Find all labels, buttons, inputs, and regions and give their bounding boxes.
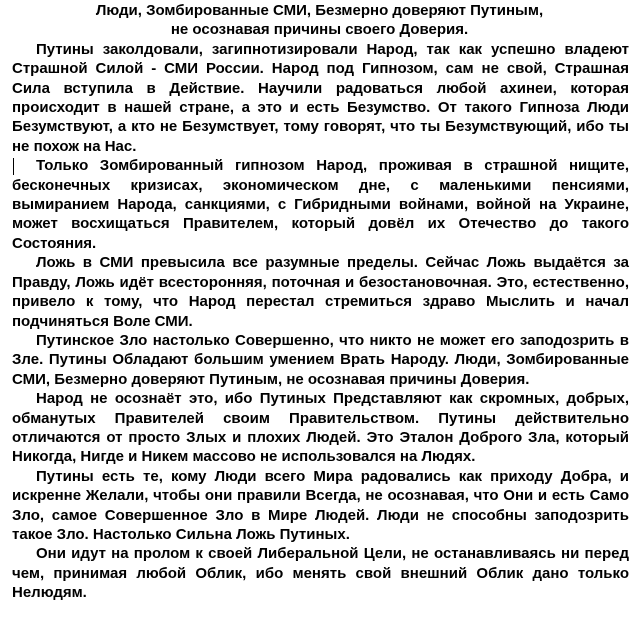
text-cursor	[13, 158, 14, 175]
paragraph-1: Путины заколдовали, загипнотизировали Народ, так как успешно владеют Страшной Силой - СМИ России. Народ под Гипнозом, сам не свой, Страшная Сила вступила в Действие. Научили радоваться любой ахинеи, которая происходит в нашей стране, а это и есть Безумство. От такого Гипноза Люди Безумствуют, а кто не Безумствует, тому говорят, что ты Безумствующий, ибо ты не похож на Нас.	[12, 40, 629, 155]
paragraph-2: Только Зомбированный гипнозом Народ, проживая в страшной нищите, бесконечных кризисах, экономическом дне, с маленькими пенсиями, вымиранием Народа, санкциями, с Гибридными войнами, войной на Украине, может восхищаться Правителем, который довёл их Отечество до такого Состояния.	[12, 157, 629, 252]
paragraph-4: Путинское Зло настолько Совершенно, что никто не может его заподозрить в Зле. Путины Обладают большим умением Врать Народу. Люди, Зомбированные СМИ, Безмерно доверяют Путиным, не осознавая причины Доверия.	[12, 331, 629, 388]
paragraph-6: Путины есть те, кому Люди всего Мира радовались как приходу Добра, и искренне Желали, чтобы они правили Всегда, не осознавая, что Они и есть Само Зло, самое Совершенное Зло в Мире Людей. Люди не способны заподозрить такое Зло. Настолько Сильна Ложь Путиных.	[12, 467, 629, 543]
paragraph-5: Народ не осознаёт это, ибо Путиных Представляют как скромных, добрых, обманутых Правителей своим Правительством. Путины действительно отличаются от просто Злых и плохих Людей. Это Эталон Доброго Зла, который Никогда, Нигде и Никем массово не использовался на Людях.	[12, 390, 629, 466]
title-line-2: не осознавая причины своего Доверия.	[170, 21, 469, 39]
paragraph-3: Ложь в СМИ превысила все разумные пределы. Сейчас Ложь выдаётся за Правду, Ложь идёт всесторонняя, поточная и безостановочная. Это, естественно, привело к тому, что Народ перестал стремиться здраво Мыслить и начал подчиняться Воле СМИ.	[12, 254, 629, 330]
document-title	[0, 0, 639, 40]
document-body	[0, 40, 639, 603]
title-line-1: Люди, Зомбированные СМИ, Безмерно доверяют Путиным,	[95, 2, 544, 19]
paragraph-7: Они идут на пролом к своей Либеральной Цели, не останавливаясь ни перед чем, принимая любой Облик, ибо менять свой внешний Облик дано только Нелюдям.	[12, 545, 629, 602]
